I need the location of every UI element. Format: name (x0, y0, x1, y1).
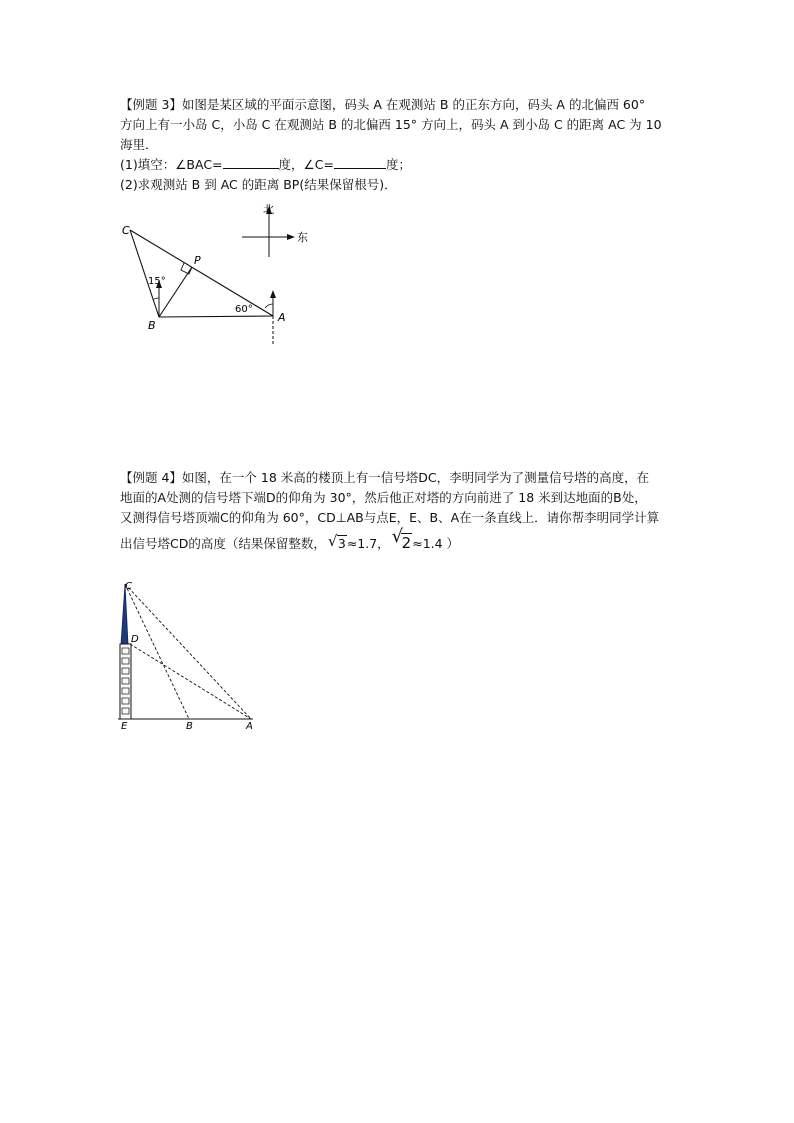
label-d: D (131, 634, 139, 645)
line-4-prefix: 出信号塔CD的高度（结果保留整数， (120, 536, 326, 551)
example-3-line-3: 海里． (120, 137, 158, 152)
label-north: 北 (263, 203, 274, 216)
label-p: P (194, 254, 201, 267)
blank-angle-bac[interactable] (223, 156, 279, 169)
example-4-figure (113, 578, 258, 733)
blank-angle-c[interactable] (334, 156, 386, 169)
example-3-figure (118, 198, 310, 346)
label-a: A (246, 721, 253, 732)
radical-icon: √ (391, 526, 404, 547)
sqrt-2 (391, 526, 413, 557)
example-4-line-2: 地面的A处测的信号塔下端D的仰角为 30°，然后他正对塔的方向前进了 18 米到达地面的B处， (120, 490, 647, 505)
example-3-line-2: 方向上有一小岛 C，小岛 C 在观测站 B 的北偏西 15° 方向上，码头 A 到小岛 C 的距离 AC 为 10 (120, 117, 662, 132)
example-3-question-1 (120, 155, 710, 175)
example-3-text (120, 95, 710, 195)
example-4-line-1: 【例题 4】如图，在一个 18 米高的楼顶上有一信号塔DC，李明同学为了测量信号塔的高度，在 (120, 470, 650, 485)
approx-2: ≈1.4 ） (412, 536, 460, 551)
label-east: 东 (297, 231, 308, 244)
example-4-line-4 (120, 526, 710, 556)
question-1-prefix: (1)填空：∠BAC= (120, 157, 223, 172)
sqrt-2-radicand: 2 (401, 534, 412, 552)
example-3-question-2: (2)求观测站 B 到 AC 的距离 BP(结果保留根号)． (120, 177, 397, 192)
label-angle-60: 60° (235, 304, 253, 315)
example-4-line-3: 又测得信号塔顶端C的仰角为 60°，CD⊥AB与点E，E、B、A在一条直线上．请你帮李明同学计算 (120, 510, 660, 525)
sqrt-3-radicand: 3 (337, 536, 346, 551)
label-c: C (122, 224, 130, 237)
question-1-suffix: 度； (385, 157, 411, 172)
example-4-text (120, 468, 710, 556)
question-1-mid: 度，∠C= (278, 157, 334, 172)
label-angle-15: 15° (148, 276, 166, 287)
label-c: C (125, 581, 132, 592)
approx-1: ≈1.7， (346, 536, 390, 551)
radical-icon: √ (327, 532, 338, 550)
label-b: B (148, 319, 156, 332)
label-a: A (278, 311, 286, 324)
sqrt-3 (328, 531, 347, 557)
label-b: B (186, 721, 193, 732)
example-3-line-1: 【例题 3】如图是某区域的平面示意图，码头 A 在观测站 B 的正东方向，码头 A 的北偏西 60° (120, 97, 646, 112)
label-e: E (121, 721, 128, 732)
